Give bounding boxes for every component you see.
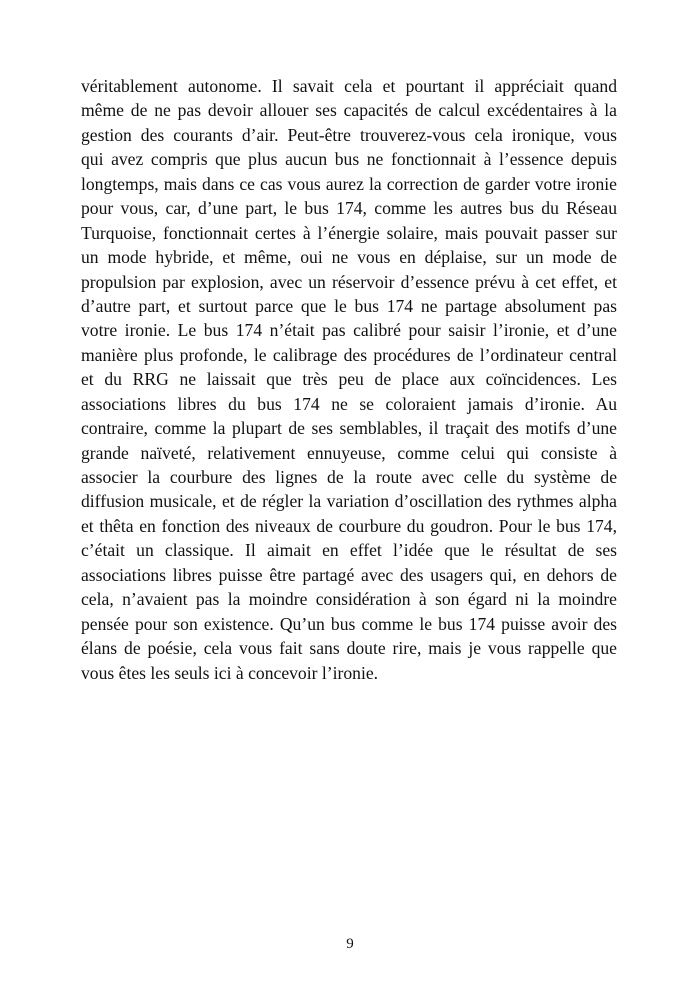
page-number: 9 [346, 936, 354, 952]
text-line: d’autre part, et surtout parce que le bus 174 ne partage absolument pas [81, 295, 617, 316]
text-line: associations libres du bus 174 ne se coloraient jamais d’ironie. Au [81, 393, 617, 414]
text-line: grande naïveté, relativement ennuyeuse, comme celui qui consiste à [81, 442, 617, 463]
text-line: véritablement autonome. Il savait cela et pourtant il appréciait quand [81, 76, 617, 96]
text-line: vous êtes les seuls ici à concevoir l’ironie. [81, 662, 379, 683]
text-line: même de ne pas devoir allouer ses capacités de calcul excédentaires à la [81, 100, 617, 121]
text-line: associations libres puisse être partagé avec des usagers qui, en dehors de [81, 564, 617, 585]
text-line: Turquoise, fonctionnait certes à l’énergie solaire, mais pouvait passer sur [81, 222, 617, 243]
text-line: pensée pour son existence. Qu’un bus comme le bus 174 puisse avoir des [81, 613, 617, 634]
text-line: qui avez compris que plus aucun bus ne fonctionnait à l’essence depuis [81, 149, 617, 170]
text-line: c’était un classique. Il aimait en effet l’idée que le résultat de ses [81, 540, 617, 561]
body-text [81, 74, 617, 685]
text-line: associer la courbure des lignes de la route avec celle du système de [81, 467, 617, 487]
text-line: manière plus profonde, le calibrage des procédures de l’ordinateur central [81, 344, 617, 365]
text-line: longtemps, mais dans ce cas vous aurez la correction de garder votre ironie [81, 173, 617, 194]
text-line: et du RRG ne laissait que très peu de place aux coïncidences. Les [81, 369, 617, 390]
text-line: gestion des courants d’air. Peut-être trouverez-vous cela ironique, vous [81, 124, 617, 145]
text-line: élans de poésie, cela vous fait sans doute rire, mais je vous rappelle que [81, 638, 617, 659]
text-line: cela, n’avaient pas la moindre considération à son égard ni la moindre [81, 589, 617, 610]
text-line: pour vous, car, d’une part, le bus 174, comme les autres bus du Réseau [81, 198, 617, 219]
text-line: votre ironie. Le bus 174 n’était pas calibré pour saisir l’ironie, et d’une [81, 320, 617, 341]
text-line: diffusion musicale, et de régler la variation d’oscillation des rythmes alpha [81, 491, 617, 512]
text-line: un mode hybride, et même, oui ne vous en déplaise, sur un mode de [81, 247, 617, 268]
text-line: contraire, comme la plupart de ses semblables, il traçait des motifs d’une [81, 418, 617, 439]
text-line: et thêta en fonction des niveaux de courbure du goudron. Pour le bus 174, [81, 515, 617, 536]
text-line: propulsion par explosion, avec un réservoir d’essence prévu à cet effet, et [81, 271, 617, 292]
